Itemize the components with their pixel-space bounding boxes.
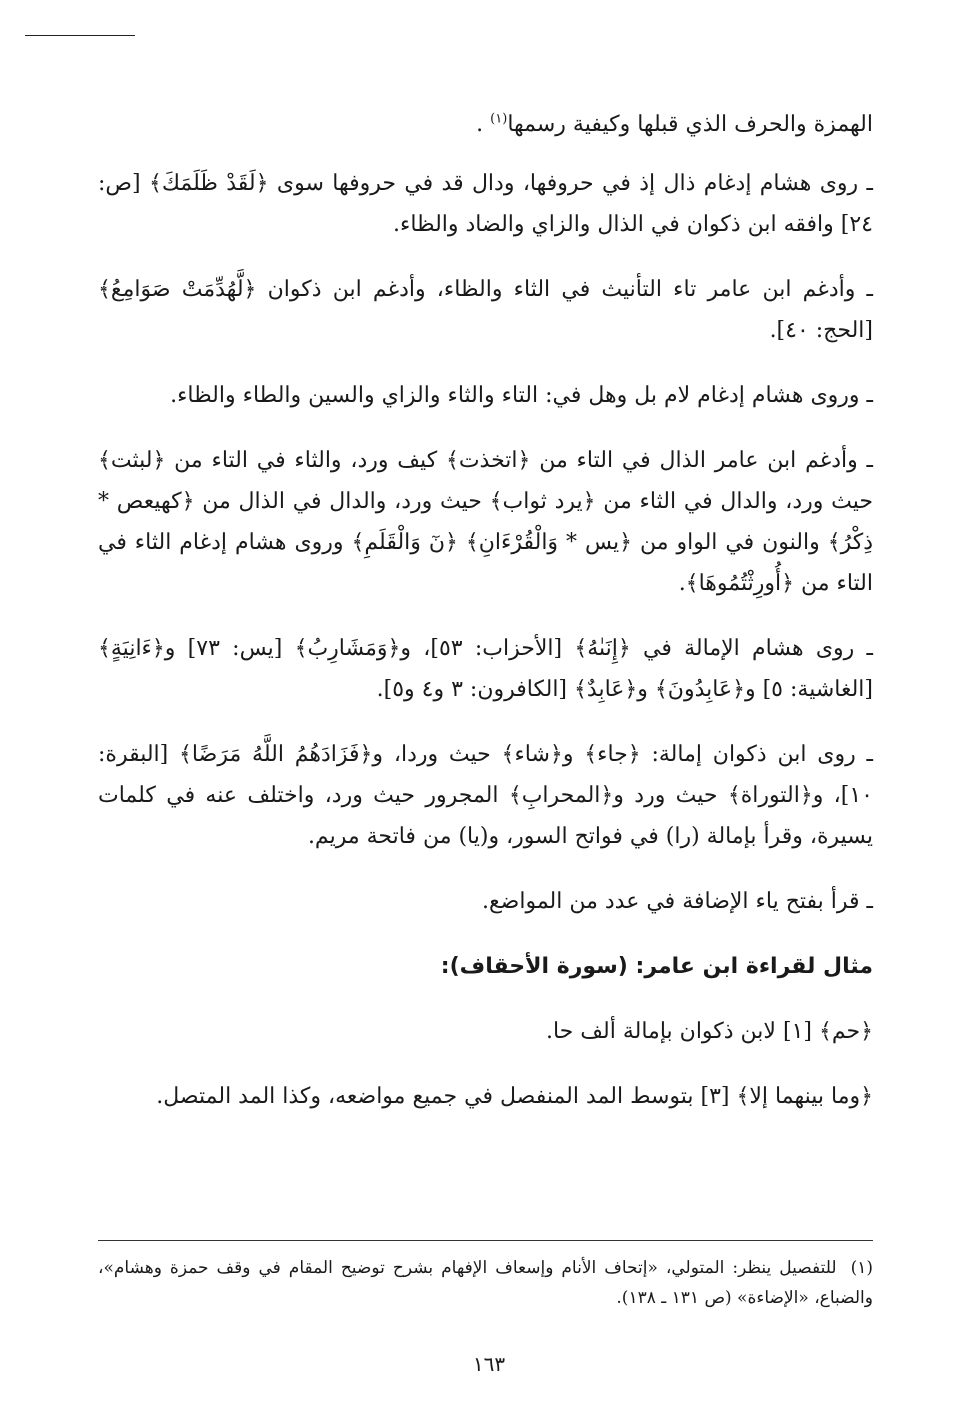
paragraph-taa-taneeth: ـ وأدغم ابن عامر تاء التأنيث في الثاء والظاء، وأدغم ابن ذكوان ﴿لَّهُدِّمَتْ صَوَامِعُ﴾ [الحج: ٤٠]. [98,277,873,343]
paragraph-imala-hisham: ـ روى هشام الإمالة في ﴿إِنَىٰهُ﴾ [الأحزاب: ٥٣]، و﴿وَمَشَارِبُ﴾ [يس: ٧٣] و﴿ءَانِيَةٍ﴾ [الغاشية: ٥] و﴿عَابِدُونَ﴾ و﴿عَابِدٌ﴾ [الكافرون: ٣ و٤ و٥]. [98,636,873,702]
footnote-text: للتفصيل ينظر: المتولي، «إتحاف الأنام وإسعاف الإفهام بشرح توضيح المقام في وقف حمزة وهشام»، والضباع، «الإضاءة» (ص ١٣١ ـ ١٣٨). [98,1258,873,1308]
header-rule [25,35,135,36]
paragraph-lam-bal-hal: ـ وروى هشام إدغام لام بل وهل في: التاء والثاء والزاي والسين والطاء والظاء. [170,383,873,408]
example-ma-baynahuma: ﴿وما بينهما إلا﴾ [٣] بتوسط المد المنفصل في جميع مواضعه، وكذا المد المتصل. [156,1084,873,1109]
paragraph-continuation [98,104,873,145]
paragraph-text: الهمزة والحرف الذي قبلها وكيفية رسمها [507,112,873,137]
example-ha-mim: ﴿حم﴾ [١] لابن ذكوان بإمالة ألف حا. [545,1019,873,1044]
paragraph-dhal-taa: ـ وأدغم ابن عامر الذال في التاء من ﴿اتخذت﴾ كيف ورد، والثاء في التاء من ﴿لبثت﴾ حيث ورد، والدال في الثاء من ﴿يرد ثواب﴾ حيث ورد، والدال في الذال من ﴿كهيعص * ذِكْرُ﴾ والنون في الواو من ﴿يس * وَالْقُرْءَانِ﴾ ﴿نٓ وَالْقَلَمِ﴾ وروى هشام إدغام الثاء في التاء من ﴿أُورِثْتُمُوهَا﴾. [98,448,873,596]
footnote-number: (١) [850,1258,874,1278]
paragraph-end: . [476,112,484,137]
paragraph-hisham-dhal: ـ روى هشام إدغام ذال إذ في حروفها، ودال قد في حروفها سوى ﴿لَقَدْ ظَلَمَكَ﴾ [ص: ٢٤] وافقه ابن ذكوان في الذال والزاي والضاد والظاء. [98,171,873,237]
page-number: ١٦٣ [472,1352,506,1376]
footnotes-section [98,1240,873,1313]
section-heading: مثال لقراءة ابن عامر: (سورة الأحقاف): [440,954,873,979]
page-body [98,104,873,1141]
paragraph-yaa-idafa: ـ قرأ بفتح ياء الإضافة في عدد من المواضع. [481,889,873,914]
paragraph-imala-ibn-dhakwan: ـ روى ابن ذكوان إمالة: ﴿جاء﴾ و﴿شاء﴾ حيث وردا، و﴿فَزَادَهُمُ اللَّهُ مَرَضًا﴾ [البقرة: ١٠]، و﴿التوراة﴾ حيث ورد و﴿المحرابِ﴾ المجرور حيث ورد، واختلف عنه في كلمات يسيرة، وقرأ بإمالة (را) في فواتح السور، و(يا) من فاتحة مريم. [98,742,873,849]
footnote-reference[interactable]: (١) [490,111,508,127]
